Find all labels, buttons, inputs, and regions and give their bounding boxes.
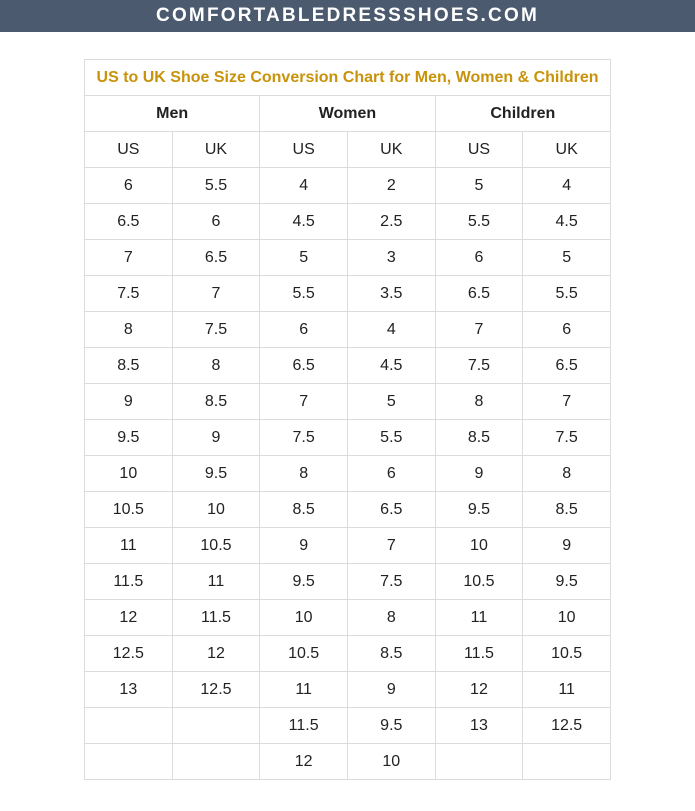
- table-cell: 6: [523, 312, 611, 348]
- table-row: [85, 600, 611, 636]
- table-cell: 13: [85, 672, 173, 708]
- table-cell: 10.5: [85, 492, 173, 528]
- table-cell: 8: [435, 384, 523, 420]
- sub-header-row: [85, 132, 611, 168]
- title-row: [85, 60, 611, 96]
- table-cell: 9: [435, 456, 523, 492]
- table-cell: 6.5: [85, 204, 173, 240]
- table-cell: 11.5: [260, 708, 348, 744]
- table-cell: 6: [347, 456, 435, 492]
- column-header: US: [85, 132, 173, 168]
- table-cell: 11.5: [85, 564, 173, 600]
- table-cell: 5: [347, 384, 435, 420]
- table-cell: 8: [172, 348, 260, 384]
- table-cell: 4: [347, 312, 435, 348]
- table-cell: 7: [172, 276, 260, 312]
- table-cell: 12.5: [172, 672, 260, 708]
- table-cell: 2.5: [347, 204, 435, 240]
- table-cell: 10.5: [172, 528, 260, 564]
- table-cell: 7: [260, 384, 348, 420]
- table-row: [85, 492, 611, 528]
- table-cell: 9.5: [435, 492, 523, 528]
- group-header-men: Men: [85, 96, 260, 132]
- table-row: [85, 276, 611, 312]
- table-row: [85, 312, 611, 348]
- group-header-children: Children: [435, 96, 610, 132]
- table-cell: 7: [435, 312, 523, 348]
- table-cell: 7.5: [435, 348, 523, 384]
- table-cell: [85, 708, 173, 744]
- table-cell: 5.5: [260, 276, 348, 312]
- table-row: [85, 456, 611, 492]
- chart-title: US to UK Shoe Size Conversion Chart for Men, Women & Children: [85, 60, 611, 96]
- table-cell: 5.5: [523, 276, 611, 312]
- table-cell: 6: [85, 168, 173, 204]
- table-cell: 12: [435, 672, 523, 708]
- table-cell: 13: [435, 708, 523, 744]
- table-cell: 5: [260, 240, 348, 276]
- table-cell: 7.5: [347, 564, 435, 600]
- table-cell: 8: [347, 600, 435, 636]
- table-cell: 11: [260, 672, 348, 708]
- table-cell: 7.5: [85, 276, 173, 312]
- table-cell: 4.5: [523, 204, 611, 240]
- table-cell: 9: [85, 384, 173, 420]
- table-cell: [172, 744, 260, 780]
- table-cell: 8: [260, 456, 348, 492]
- table-cell: 4: [523, 168, 611, 204]
- table-row: [85, 564, 611, 600]
- group-header-row: [85, 96, 611, 132]
- table-cell: 10.5: [435, 564, 523, 600]
- table-cell: 8.5: [523, 492, 611, 528]
- table-cell: 10: [172, 492, 260, 528]
- table-cell: 7.5: [172, 312, 260, 348]
- table-cell: 10: [435, 528, 523, 564]
- table-cell: 9: [523, 528, 611, 564]
- table-cell: 6.5: [435, 276, 523, 312]
- table-row: [85, 528, 611, 564]
- table-cell: 11: [435, 600, 523, 636]
- table-cell: 9.5: [172, 456, 260, 492]
- table-cell: 8.5: [172, 384, 260, 420]
- table-cell: 10: [347, 744, 435, 780]
- table-row: [85, 204, 611, 240]
- table-cell: 10.5: [260, 636, 348, 672]
- table-cell: 4: [260, 168, 348, 204]
- table-cell: 9: [260, 528, 348, 564]
- table-cell: 7: [523, 384, 611, 420]
- table-cell: 2: [347, 168, 435, 204]
- column-header: UK: [347, 132, 435, 168]
- table-row: [85, 636, 611, 672]
- table-cell: 11: [85, 528, 173, 564]
- table-cell: 6.5: [347, 492, 435, 528]
- table-cell: 8.5: [85, 348, 173, 384]
- table-cell: 11: [523, 672, 611, 708]
- table-cell: 12: [172, 636, 260, 672]
- table-cell: 6.5: [523, 348, 611, 384]
- table-cell: 8.5: [347, 636, 435, 672]
- table-cell: 12: [85, 600, 173, 636]
- table-row: [85, 708, 611, 744]
- table-cell: 7: [347, 528, 435, 564]
- table-cell: 5: [523, 240, 611, 276]
- table-cell: 9.5: [347, 708, 435, 744]
- table-cell: 10: [260, 600, 348, 636]
- table-cell: 6: [172, 204, 260, 240]
- table-cell: 7.5: [523, 420, 611, 456]
- table-cell: 6: [435, 240, 523, 276]
- table-cell: 3: [347, 240, 435, 276]
- table-cell: [435, 744, 523, 780]
- table-cell: 10: [523, 600, 611, 636]
- table-cell: 6: [260, 312, 348, 348]
- table-cell: 7: [85, 240, 173, 276]
- table-cell: 9: [172, 420, 260, 456]
- table-cell: 8: [85, 312, 173, 348]
- table-cell: [523, 744, 611, 780]
- table-row: [85, 168, 611, 204]
- table-cell: 8: [523, 456, 611, 492]
- table-cell: 10.5: [523, 636, 611, 672]
- table-cell: 6.5: [172, 240, 260, 276]
- column-header: US: [435, 132, 523, 168]
- table-cell: 4.5: [347, 348, 435, 384]
- size-conversion-table: [84, 59, 611, 780]
- table-cell: 5.5: [435, 204, 523, 240]
- table-cell: 9.5: [85, 420, 173, 456]
- table-row: [85, 348, 611, 384]
- table-cell: 3.5: [347, 276, 435, 312]
- table-cell: 11.5: [172, 600, 260, 636]
- table-cell: 11: [172, 564, 260, 600]
- table-cell: 12: [260, 744, 348, 780]
- table-cell: 8.5: [260, 492, 348, 528]
- table-cell: 9.5: [523, 564, 611, 600]
- table-cell: 7.5: [260, 420, 348, 456]
- table-cell: 9: [347, 672, 435, 708]
- column-header: UK: [172, 132, 260, 168]
- column-header: US: [260, 132, 348, 168]
- table-cell: 12.5: [85, 636, 173, 672]
- table-cell: 5.5: [347, 420, 435, 456]
- table-cell: 4.5: [260, 204, 348, 240]
- table-cell: 11.5: [435, 636, 523, 672]
- table-cell: 5.5: [172, 168, 260, 204]
- table-cell: [172, 708, 260, 744]
- table-row: [85, 672, 611, 708]
- table-cell: 5: [435, 168, 523, 204]
- table-cell: [85, 744, 173, 780]
- table-row: [85, 240, 611, 276]
- group-header-women: Women: [260, 96, 435, 132]
- table-cell: 8.5: [435, 420, 523, 456]
- table-cell: 9.5: [260, 564, 348, 600]
- table-cell: 6.5: [260, 348, 348, 384]
- table-row: [85, 744, 611, 780]
- table-row: [85, 420, 611, 456]
- table-cell: 12.5: [523, 708, 611, 744]
- table-cell: 10: [85, 456, 173, 492]
- column-header: UK: [523, 132, 611, 168]
- table-row: [85, 384, 611, 420]
- site-name: COMFORTABLEDRESSSHOES.COM: [156, 5, 539, 26]
- site-banner: [0, 0, 695, 32]
